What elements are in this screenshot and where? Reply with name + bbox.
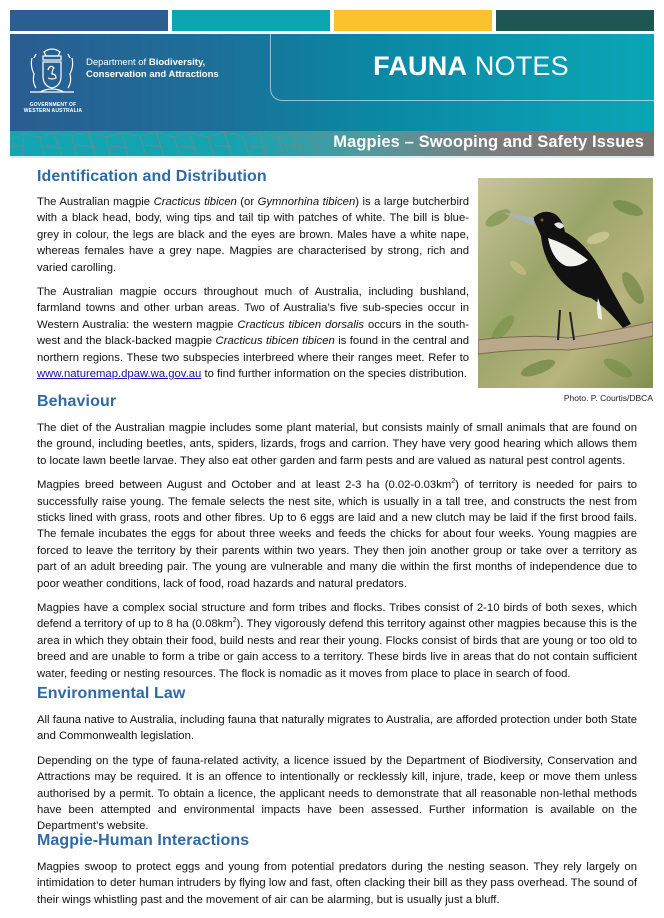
section-heading-identification: Identification and Distribution xyxy=(37,168,267,185)
magpie-photo xyxy=(478,178,653,388)
magpie-image-icon xyxy=(478,178,653,388)
naturemap-link[interactable]: www.naturemap.dpaw.wa.gov.au xyxy=(37,368,202,381)
identification-paragraph-1: The Australian magpie Cracticus tibicen (or Gymnorhina tibicen) is a large butcherbird with a black head, body, wing tips and tail tip with patches of white. The bill is blue-grey in colour, the legs are black and the eyes are brown. Males have a white nape, whereas females have a grey nape. Magpies are characterised by strong, rich and varied carolling. xyxy=(37,196,470,274)
series-title xyxy=(271,51,654,82)
color-bar-teal xyxy=(172,10,330,31)
header-banner xyxy=(10,34,654,131)
header-color-bars xyxy=(10,10,654,31)
department-bold2: Conservation and Attractions xyxy=(86,69,219,80)
identification-paragraph-2: The Australian magpie occurs throughout much of Australia, including bushland, farmland towns and other urban areas. Two of Australia’s five sub-species occur in Western Australia: the western magpie Cracticus tibicen dorsalis occurs in the south-west and the black-backed magpie Cracticus tibicen tibicen is found in the central and northern regions. These two subspecies interbreed where their ranges meet. Refer to www.naturemap.dpaw.wa.gov.au to find further information on the species distribution. xyxy=(37,286,470,381)
behaviour-paragraph-1: The diet of the Australian magpie includes some plant material, but consists mainly of small animals that are found on the ground, including beetles, ants, spiders, lizards, frogs and carrion. They have very good hearing which allows them to locate lawn beetle larvae. They also eat other garden and farm pests and are valued as natural pest control agents. xyxy=(37,422,637,467)
section-heading-interactions: Magpie-Human Interactions xyxy=(37,832,250,849)
color-bar-blue xyxy=(10,10,168,31)
behaviour-paragraph-3: Magpies have a complex social structure and form tribes and flocks. Tribes consist of 2-10 birds of both sexes, which defend a territory of up to 8 ha $(0.08km^2)$. They vigorously defend this territory against other magpies because this is the area in which they obtain their food, build nests and rear their young. Flocks consist of birds that are young or too old to breed and are unable to form a tribe or gain access to a territory. These birds live in areas that do not contain sufficient water, feeding or nesting resources. The flock is nomadic as it moves from place to place in search of food. xyxy=(37,602,637,680)
section-heading-behaviour: Behaviour xyxy=(37,393,117,410)
series-title-bold: FAUNA xyxy=(373,51,468,81)
crest-caption xyxy=(20,102,86,114)
department-prefix: Department of xyxy=(86,57,149,68)
color-bar-dark-green xyxy=(496,10,654,31)
fauna-notes-box xyxy=(270,34,654,101)
crest-caption-line1: GOVERNMENT OF xyxy=(29,102,77,108)
crest-caption-line2: WESTERN AUSTRALIA xyxy=(23,108,83,114)
series-title-light: NOTES xyxy=(467,51,569,81)
section-environmental-law xyxy=(37,685,637,835)
photo-caption: Photo. P. Courtis/DBCA xyxy=(563,393,653,403)
document-title: Magpies – Swooping and Safety Issues xyxy=(333,133,644,151)
behaviour-paragraph-2: Magpies breed between August and October and at least 2-3 ha $(0.02-0.03km^2)$ of territory is needed for pairs to successfully raise young. The female selects the nest site, which is usually in a tall tree, and constructs the nest from sticks lined with grass, roots and other fibres. Up to 6 eggs are laid and a new clutch may be laid if the first brood fails. The female incubates the eggs for about three weeks and feeds the chicks for about four weeks. Young magpies are forced to leave the territory by their parents within two years. They then join another group or take over a territory as part of an adult breeding pair. The young are vulnerable and many die within the first months of independence due to poor weather conditions, lack of food, road hazards and natural predators. xyxy=(37,478,637,590)
environmental-law-paragraph-1: All fauna native to Australia, including fauna that naturally migrates to Australia, are afforded protection under both State and Commonwealth legislation. xyxy=(37,714,637,743)
subtitle-band xyxy=(10,131,654,156)
section-interactions xyxy=(37,832,637,908)
section-heading-environmental-law: Environmental Law xyxy=(37,685,186,702)
section-identification xyxy=(37,168,469,382)
subtitle-band-underline xyxy=(10,156,654,158)
department-bold1: Biodiversity, xyxy=(148,57,206,68)
department-name xyxy=(86,57,219,81)
wa-government-crest-icon xyxy=(24,46,80,108)
color-bar-yellow xyxy=(334,10,492,31)
environmental-law-paragraph-2: Depending on the type of fauna-related activity, a licence issued by the Department of Biodiversity, Conservation and Attractions may be required. It is an offence to intentionally or recklessly kill, injure, trade, keep or move them unless authorised by a permit. To obtain a licence, the applicant needs to demonstrate that all reasonable non-lethal methods have been attempted and environmental impacts have been assessed. Further information is available on the Department’s website. xyxy=(37,754,637,833)
section-behaviour xyxy=(37,393,637,682)
interactions-paragraph-1: Magpies swoop to protect eggs and young from potential predators during the nesting season. They rely largely on intimidation to deter human intruders by flying low and fast, often clacking their bill as they pass overhead. The sound of their wings whistling past and the movement of air can be alarming, but is usually just a bluff. xyxy=(37,861,637,906)
